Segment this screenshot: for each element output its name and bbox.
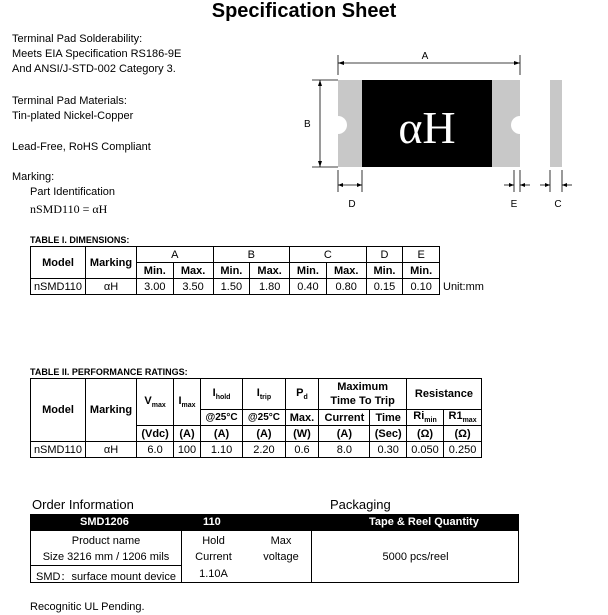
order-header-bar bbox=[30, 514, 519, 531]
th-b: B bbox=[213, 247, 290, 263]
part-marking: nSMD110 = αH bbox=[30, 202, 108, 216]
label-b: B bbox=[304, 119, 311, 130]
order-r3c2: 1.10A bbox=[199, 568, 228, 580]
order-heading: Order Information bbox=[32, 497, 134, 512]
th-d: D bbox=[366, 247, 403, 263]
unit-a4: (A) bbox=[319, 426, 370, 442]
cell-e-min: 0.10 bbox=[403, 279, 440, 295]
th2-itrip: $I_{trip}$ bbox=[243, 379, 285, 410]
th2-max-time: Maximum Time To Trip bbox=[319, 379, 407, 410]
table2-caption: TABLE II. PERFORMANCE RATINGS: bbox=[30, 367, 188, 377]
cell-d-min: 0.15 bbox=[366, 279, 403, 295]
chip-side-view bbox=[550, 80, 562, 167]
cell2-model: nSMD110 bbox=[31, 442, 86, 458]
order-r2c3: voltage bbox=[263, 551, 299, 563]
th2-time: Time bbox=[370, 410, 406, 426]
chip-mark: αH bbox=[398, 102, 456, 153]
unit-ohm2: (Ω) bbox=[444, 426, 482, 442]
bar-right: Tape & Reel Quantity bbox=[369, 516, 479, 528]
unit-a3: (A) bbox=[243, 426, 285, 442]
cell2-current: 8.0 bbox=[319, 442, 370, 458]
table1-caption: TABLE I. DIMENSIONS: bbox=[30, 235, 130, 245]
table-row bbox=[31, 279, 440, 295]
th-e-min: Min. bbox=[403, 263, 440, 279]
cell-a-min: 3.00 bbox=[137, 279, 174, 295]
materials-block bbox=[12, 94, 133, 124]
part-identification: Part Identification bbox=[30, 186, 115, 198]
th2-rimin: $Ri_{min}$ bbox=[406, 410, 443, 426]
th2-resistance: Resistance bbox=[406, 379, 481, 410]
materials-heading: Terminal Pad Materials: bbox=[12, 95, 127, 107]
page-title: Specification Sheet bbox=[211, 0, 397, 22]
cell2-imax: 100 bbox=[174, 442, 201, 458]
th2-pd: $P_d$ bbox=[285, 379, 319, 410]
unit-label: Unit:mm bbox=[443, 281, 484, 293]
table-row bbox=[31, 442, 482, 458]
th2-at25-hold: @25°C bbox=[200, 410, 242, 426]
order-r1c2: Hold bbox=[202, 535, 225, 547]
unit-sec: (Sec) bbox=[370, 426, 406, 442]
cell-marking: αH bbox=[86, 279, 137, 295]
solderability-line2: And ANSI/J-STD-002 Category 3. bbox=[12, 63, 176, 75]
cell-b-min: 1.50 bbox=[213, 279, 250, 295]
bar-left: SMD1206 bbox=[80, 516, 129, 528]
th2-ihold: $I_{hold}$ bbox=[200, 379, 242, 410]
order-r2c2: Current bbox=[195, 551, 232, 563]
cell2-vmax: 6.0 bbox=[137, 442, 174, 458]
cell-b-max: 1.80 bbox=[250, 279, 290, 295]
cell2-r1max: 0.250 bbox=[444, 442, 482, 458]
cell-a-max: 3.50 bbox=[173, 279, 213, 295]
th2-at25-trip: @25°C bbox=[243, 410, 285, 426]
materials-value: Tin-plated Nickel-Copper bbox=[12, 110, 134, 122]
leadfree-text: Lead-Free, RoHS Compliant bbox=[12, 141, 151, 153]
th2-r1max: $R1_{max}$ bbox=[444, 410, 482, 426]
th2-vmax: $V_{max}$ bbox=[137, 379, 174, 426]
th-d-min: Min. bbox=[366, 263, 403, 279]
th2-marking: Marking bbox=[86, 379, 137, 442]
th-c-max: Max. bbox=[326, 263, 366, 279]
cell-c-max: 0.80 bbox=[326, 279, 366, 295]
order-r1c1: Product name bbox=[71, 535, 141, 547]
th-a-max: Max. bbox=[173, 263, 213, 279]
packaging-quantity: 5000 pcs/reel bbox=[382, 551, 449, 563]
label-d: D bbox=[348, 199, 356, 210]
label-c: C bbox=[554, 199, 562, 210]
label-a: A bbox=[421, 51, 429, 62]
bar-mid: 110 bbox=[203, 516, 221, 528]
unit-vdc: (Vdc) bbox=[137, 426, 174, 442]
unit-a1: (A) bbox=[174, 426, 201, 442]
th2-model: Model bbox=[31, 379, 86, 442]
th-c-min: Min. bbox=[290, 263, 327, 279]
unit-a2: (A) bbox=[200, 426, 242, 442]
th-model: Model bbox=[31, 247, 86, 279]
cell2-time: 0.30 bbox=[370, 442, 406, 458]
cell2-marking: αH bbox=[86, 442, 137, 458]
order-r2c1: Size 3216 mm / 1206 mils bbox=[42, 551, 170, 563]
th-a: A bbox=[137, 247, 214, 263]
cell2-ihold: 1.10 bbox=[200, 442, 242, 458]
performance-table bbox=[30, 378, 482, 458]
th-b-min: Min. bbox=[213, 263, 250, 279]
th2-pd-max: Max. bbox=[285, 410, 319, 426]
dimensions-table bbox=[30, 246, 440, 295]
solderability-line1: Meets EIA Specification RS186-9E bbox=[12, 48, 182, 60]
order-r3c1: SMD：surface mount device bbox=[36, 571, 176, 583]
solderability-heading: Terminal Pad Solderability: bbox=[12, 33, 143, 45]
cell-model: nSMD110 bbox=[31, 279, 86, 295]
cell2-pd: 0.6 bbox=[285, 442, 319, 458]
th-b-max: Max. bbox=[250, 263, 290, 279]
th2-current: Current bbox=[319, 410, 370, 426]
order-body bbox=[30, 531, 519, 583]
footer-note: Recognitic UL Pending. bbox=[30, 601, 145, 613]
unit-w: (W) bbox=[285, 426, 319, 442]
th-c: C bbox=[290, 247, 367, 263]
chip-drawing bbox=[290, 45, 608, 215]
th-marking: Marking bbox=[86, 247, 137, 279]
cell2-rimin: 0.050 bbox=[406, 442, 443, 458]
cell-c-min: 0.40 bbox=[290, 279, 327, 295]
packaging-heading: Packaging bbox=[330, 497, 391, 512]
cell2-itrip: 2.20 bbox=[243, 442, 285, 458]
solderability-block bbox=[12, 32, 181, 77]
order-r1c3: Max bbox=[270, 535, 292, 547]
marking-heading: Marking: bbox=[12, 171, 55, 183]
th-e: E bbox=[403, 247, 440, 263]
unit-ohm1: (Ω) bbox=[406, 426, 443, 442]
th2-imax: $I_{max}$ bbox=[174, 379, 201, 426]
label-e: E bbox=[510, 199, 518, 210]
th-a-min: Min. bbox=[137, 263, 174, 279]
